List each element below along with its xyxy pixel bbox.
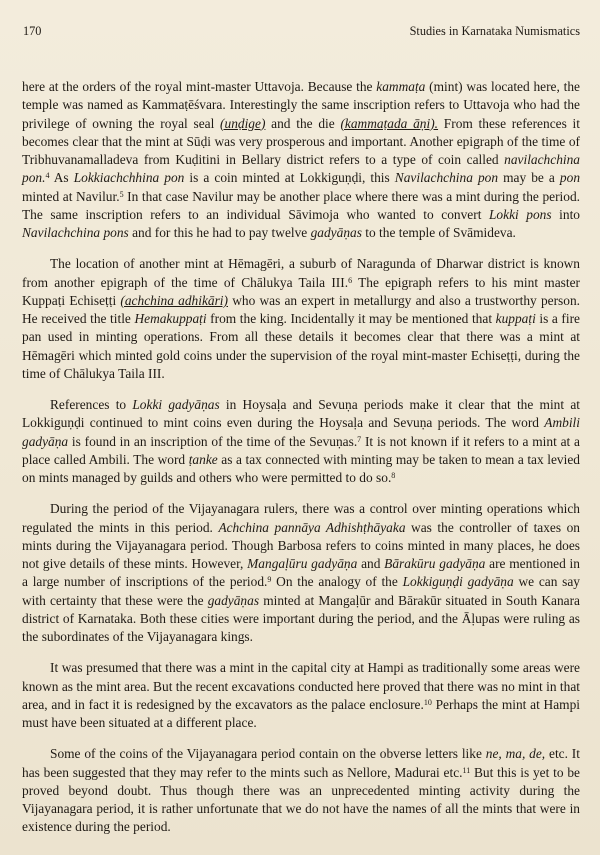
underlined-term: (unḍige) bbox=[220, 115, 266, 131]
italic-term: pon bbox=[559, 170, 581, 186]
paragraph bbox=[22, 396, 580, 487]
italic-term: kammaṭa bbox=[376, 79, 426, 94]
italic-term: ṭanke bbox=[188, 451, 218, 467]
text-run: in Hoysaḷa and Sevuṇa periods make it clear that the mint at Lokkiguṇḍi continued to mint coins even during the Hoysaḷa and Sevuṇa periods. The word bbox=[22, 397, 580, 431]
italic-term: Ambili gadyāṇa bbox=[22, 415, 580, 449]
italic-term: Mangaḷūru gadyāṇa bbox=[247, 556, 358, 571]
italic-term: navilachchina pon. bbox=[22, 152, 580, 186]
text-run: was the controller of taxes on mints during the Vijayanagara period. Though Barbosa refers to coins minted in many places, he does not give details of these mints. However, bbox=[22, 519, 580, 571]
text-run: On the analogy of the bbox=[271, 574, 403, 590]
running-title: Studies in Karnataka Numismatics bbox=[409, 24, 580, 38]
text-run: Perhaps the mint at Hampi must have been situated at a different place. bbox=[22, 696, 580, 730]
text-run: minted at Navilur. bbox=[22, 188, 120, 204]
italic-term bbox=[220, 116, 265, 131]
underlined-term: (kammaṭada āṇi). bbox=[340, 115, 439, 131]
text-run: from the king. Incidentally it may be mentioned that bbox=[206, 311, 496, 326]
text-run: But this is yet to be proved beyond doubt. Thus though there was an unprecedented minting activity during the Vijayanagara period, it is rather unfortunate that we do not have the names of all the mints that were in existence during the period. bbox=[22, 764, 580, 835]
footnote-marker: 10 bbox=[423, 697, 432, 707]
text-run: to the temple of Svāmideva. bbox=[361, 225, 516, 240]
italic-term: Lokki pons bbox=[488, 206, 552, 222]
text-run: and the die bbox=[265, 115, 341, 131]
text-run: is a fire pan used in minting operations. From all these details it becomes clear that there was a mint at Hēmagēri which minted gold coins under the supervision of the royal mint-master Echiseṭṭi, during the time of Chālukya Taila III. bbox=[22, 311, 580, 381]
italic-term: Lokkiguṇḍi gadyāṇa bbox=[402, 574, 514, 590]
text-run: It was presumed that there was a mint in the capital city at Hampi as traditionally some areas were known as the mint area. But the recent excavations conducted here proved that there was no mint in that area, and in fact it is redesigned by the excavators as the palace enclosure. bbox=[22, 660, 580, 712]
text-run: Some of the coins of the Vijayanagara period contain on the obverse letters like bbox=[50, 746, 486, 762]
text-run: From these references it becomes clear that the mint at Sūḍi was very prosperous and important. Another epigraph of the time of Tribhuvanamalladeva from Kuḍitini in Bellary district refers to a type of coin called bbox=[22, 115, 580, 167]
text-run: and bbox=[357, 556, 385, 571]
underlined-term: (achchina adhikāri) bbox=[120, 292, 228, 308]
footnote-marker: 4 bbox=[45, 171, 50, 181]
italic-term: Navilachchina pon bbox=[394, 170, 499, 186]
text-run: In that case Navilur may be another place where there was a mint during the period. The same inscription refers to an individual Sāvimoja who wanted to convert bbox=[22, 188, 580, 222]
text-run: minted at Mangaḷūr and Bārakūr situated in South Kanara district of Karnataka. Both these cities were important during the period, and the Āḷupas were ruling as the subordinates of the Vijayanagara kings. bbox=[22, 592, 580, 644]
text-run: The epigraph refers to his mint master Kuppaṭi Echiseṭṭi bbox=[22, 274, 580, 308]
paragraph bbox=[22, 78, 580, 242]
text-run: As bbox=[49, 170, 74, 186]
text-run: into bbox=[551, 206, 580, 222]
text-run: References to bbox=[50, 397, 133, 412]
paragraph bbox=[22, 745, 580, 836]
text-run: etc. It has been suggested that they may refer to the mints such as Nellore, Madurai etc. bbox=[22, 746, 580, 780]
italic-term: gadyāṇas bbox=[310, 225, 362, 240]
text-run: During the period of the Vijayanagara rulers, there was a control over minting operations which regulated the mints in this period. bbox=[22, 501, 580, 535]
italic-term: Bārakūru gadyāṇa bbox=[384, 556, 486, 571]
text-run: and for this he had to pay twelve bbox=[128, 225, 311, 240]
text-run: is a coin minted at Lokkiguṇḍi, this bbox=[184, 170, 395, 186]
page-number: 170 bbox=[23, 24, 42, 38]
footnote-marker: 11 bbox=[462, 765, 471, 775]
italic-term bbox=[340, 116, 438, 131]
text-run: here at the orders of the royal mint-master Uttavoja. Because the bbox=[22, 79, 377, 94]
text-run: The location of another mint at Hēmagēri, a suburb of Naragunda of Dharwar district is known from another epigraph of the time of Chālukya Taila III. bbox=[22, 256, 580, 290]
text-run: is found in an inscription of the time of the Sevuṇas. bbox=[68, 433, 358, 449]
footnote-marker: 5 bbox=[119, 189, 124, 199]
footnote-marker: 9 bbox=[267, 575, 272, 585]
paragraph bbox=[22, 255, 580, 383]
text-run: It is not known if it refers to a mint at a place called Ambili. The word bbox=[22, 433, 580, 467]
text-run: we can say with certainty that these were the bbox=[22, 574, 581, 608]
text-run: as a tax connected with minting may be taken to mean a tax levied on mints managed by guilds and others who were permitted to do so. bbox=[22, 451, 580, 485]
italic-term: Hemakuppaṭi bbox=[134, 311, 207, 326]
italic-term: Achchina pannāya Adhishṭhāyaka bbox=[218, 519, 406, 535]
body-text bbox=[22, 78, 580, 837]
text-run: are mentioned in a large number of inscriptions of the period. bbox=[22, 556, 580, 590]
footnote-marker: 7 bbox=[357, 434, 362, 444]
italic-term: ne, ma, de, bbox=[485, 746, 546, 762]
italic-term bbox=[120, 293, 228, 308]
text-run: who was an expert in metallurgy and also a trustworthy person. He received the title bbox=[22, 292, 581, 326]
italic-term: Lokki gadyāṇas bbox=[132, 397, 220, 412]
paragraph bbox=[22, 659, 580, 732]
paragraph bbox=[22, 500, 580, 646]
italic-term: gadyāṇas bbox=[207, 592, 260, 608]
text-run: (mint) was located here, the temple was named as Kammaṭēśvara. Interestingly the same inscription refers to Uttavoja who had the privilege of owning the royal seal bbox=[22, 79, 580, 131]
italic-term: Lokkiachchhina pon bbox=[73, 170, 185, 186]
page-header bbox=[22, 24, 580, 38]
italic-term: Navilachchina pons bbox=[22, 225, 129, 240]
footnote-marker: 6 bbox=[348, 275, 353, 285]
footnote-marker: 8 bbox=[391, 471, 396, 480]
italic-term: kuppaṭi bbox=[495, 311, 536, 326]
text-run: may be a bbox=[498, 170, 560, 186]
